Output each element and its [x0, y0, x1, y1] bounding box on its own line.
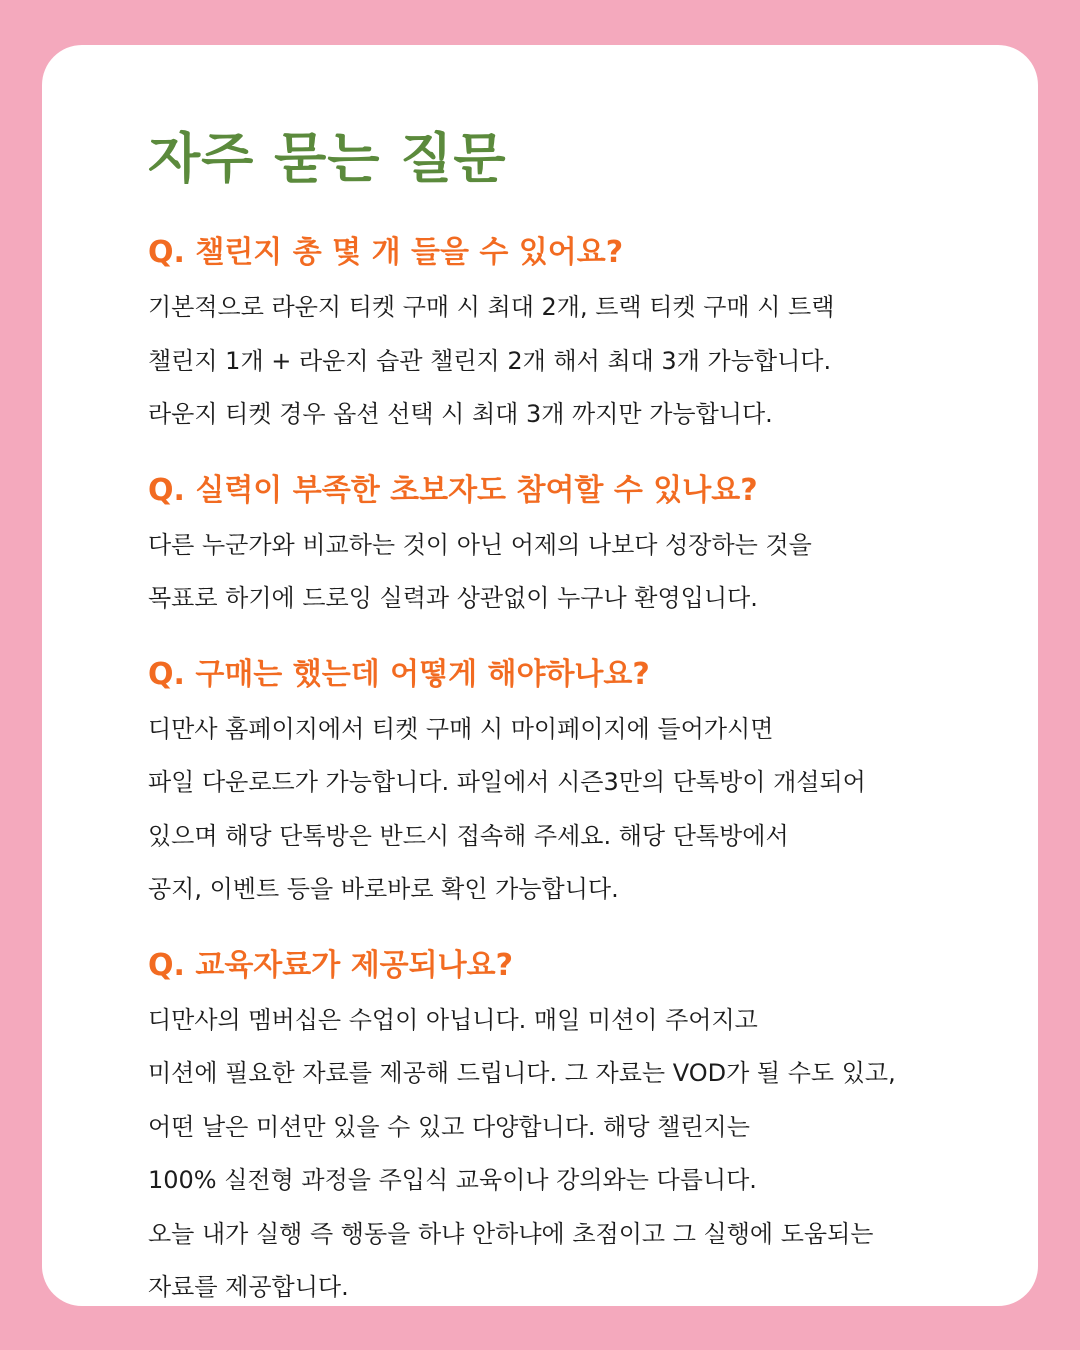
answer-line: 디만사의 멤버십은 수업이 아닙니다. 매일 미션이 주어지고: [148, 1005, 758, 1034]
faq-card: [42, 45, 1038, 1306]
answer-line: 미션에 필요한 자료를 제공해 드립니다. 그 자료는 VOD가 될 수도 있고,: [148, 1059, 896, 1087]
faq-answer: [148, 281, 1038, 442]
answer-line: 파일 다운로드가 가능합니다. 파일에서 시즌3만의 단톡방이 개설되어: [148, 768, 866, 796]
answer-line: 챌린지 1개 + 라운지 습관 챌린지 2개 해서 최대 3개 가능합니다.: [148, 346, 832, 375]
answer-line: 있으며 해당 단톡방은 반드시 접속해 주세요. 해당 단톡방에서: [148, 821, 789, 850]
answer-line: 라운지 티켓 경우 옵션 선택 시 최대 3개 까지만 가능합니다.: [148, 400, 773, 428]
faq-answer: [148, 519, 1038, 626]
faq-question: Q. 교육자료가 제공되나요?: [148, 947, 513, 983]
faq-question: Q. 구매는 했는데 어떻게 해야하나요?: [148, 656, 650, 692]
faq-answer: [148, 703, 1038, 917]
answer-line: 공지, 이벤트 등을 바로바로 확인 가능합니다.: [148, 875, 619, 903]
page-title: 자주 묻는 질문: [148, 127, 507, 190]
answer-line: 디만사 홈페이지에서 티켓 구매 시 마이페이지에 들어가시면: [148, 714, 774, 743]
faq-question: Q. 실력이 부족한 초보자도 참여할 수 있나요?: [148, 472, 758, 508]
faq-item-2: [148, 463, 1038, 626]
answer-line: 기본적으로 라운지 티켓 구매 시 최대 2개, 트랙 티켓 구매 시 트랙: [148, 293, 835, 321]
answer-line: 100% 실전형 과정을 주입식 교육이나 강의와는 다릅니다.: [148, 1166, 757, 1194]
faq-item-1: [148, 225, 1038, 442]
answer-line: 어떤 날은 미션만 있을 수 있고 다양합니다. 해당 챌린지는: [148, 1112, 750, 1141]
answer-line: 오늘 내가 실행 즉 행동을 하냐 안하냐에 초점이고 그 실행에 도움되는: [148, 1219, 874, 1248]
answer-line: 다른 누군가와 비교하는 것이 아닌 어제의 나보다 성장하는 것을: [148, 530, 812, 559]
faq-item-3: [148, 647, 1038, 917]
answer-line: 목표로 하기에 드로잉 실력과 상관없이 누구나 환영입니다.: [148, 584, 758, 612]
faq-item-4: [148, 938, 1038, 1315]
faq-answer: [148, 994, 1038, 1315]
answer-line: 자료를 제공합니다.: [148, 1273, 349, 1301]
faq-question: Q. 챌린지 총 몇 개 들을 수 있어요?: [148, 235, 624, 270]
